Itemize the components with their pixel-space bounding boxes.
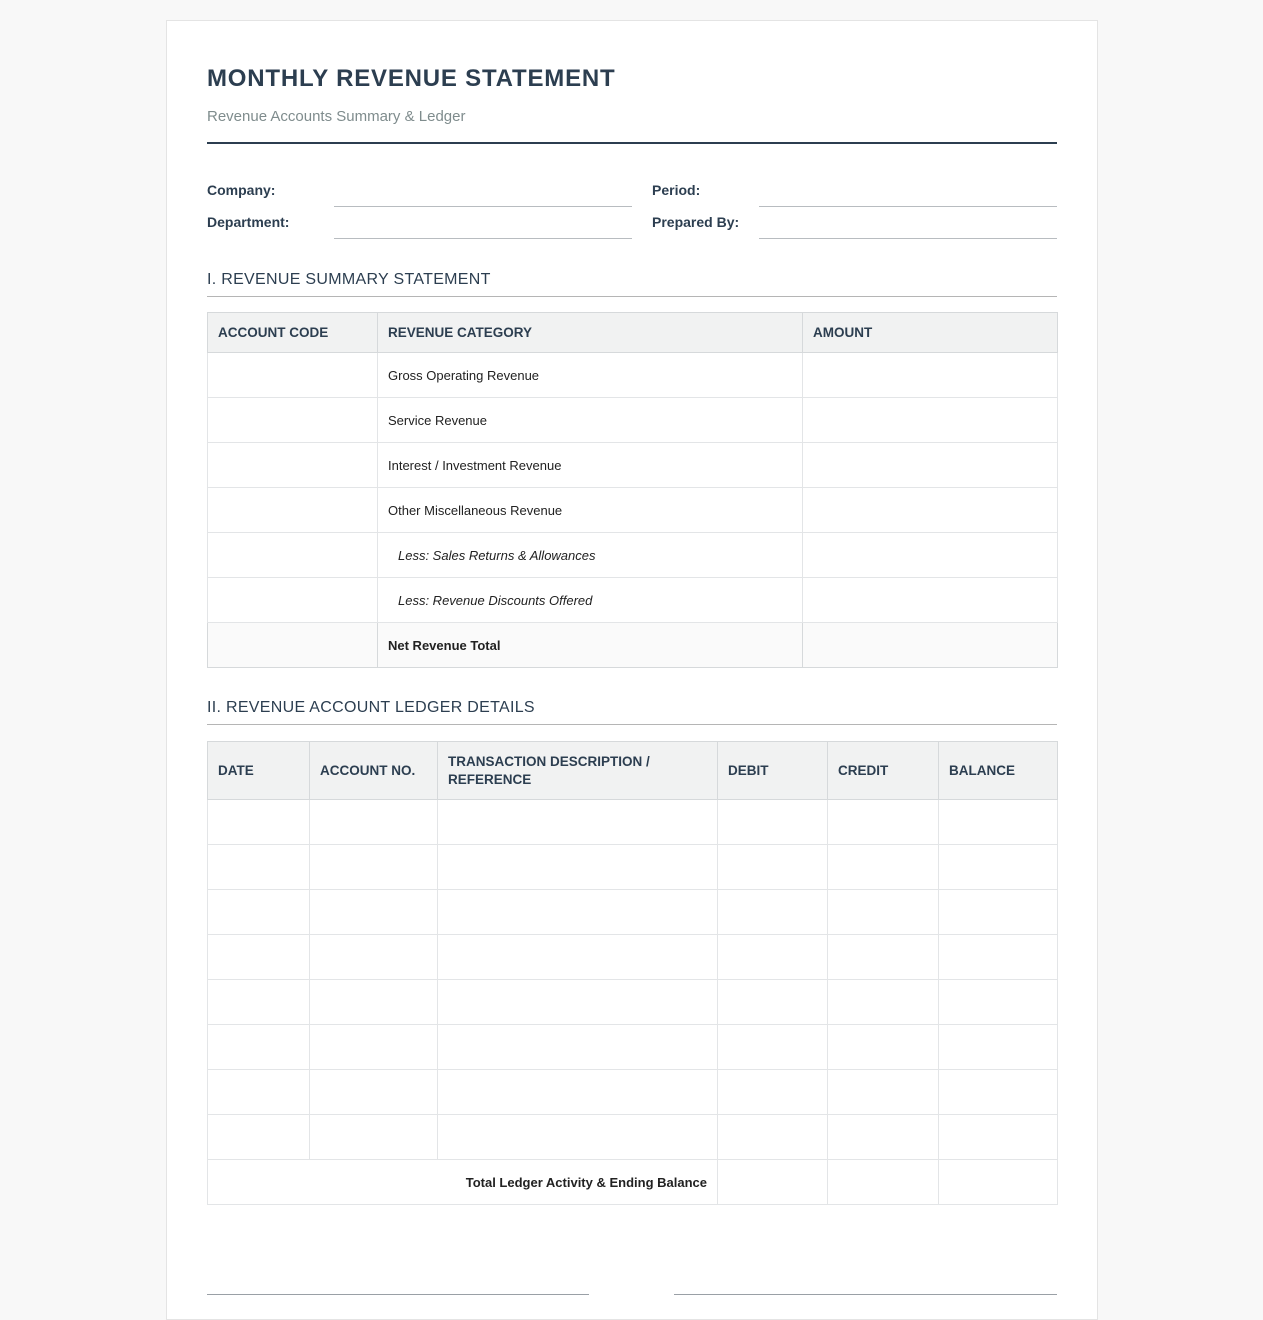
summary-section-heading: I. REVENUE SUMMARY STATEMENT	[207, 271, 1057, 297]
account-no-cell[interactable]	[310, 845, 438, 890]
credit-cell[interactable]	[828, 935, 939, 980]
amount-cell[interactable]	[803, 488, 1058, 533]
account-code-cell[interactable]	[208, 398, 378, 443]
statement-page	[166, 20, 1098, 1320]
balance-cell[interactable]	[939, 935, 1058, 980]
revenue-category-cell: Gross Operating Revenue	[378, 353, 803, 398]
account-no-cell[interactable]	[310, 980, 438, 1025]
table-row	[208, 398, 1058, 443]
debit-cell[interactable]	[718, 980, 828, 1025]
table-row	[208, 1070, 1058, 1115]
revenue-summary-table	[207, 312, 1058, 668]
revenue-ledger-table	[207, 741, 1058, 1205]
account-no-cell[interactable]	[310, 1025, 438, 1070]
credit-cell[interactable]	[828, 1070, 939, 1115]
table-row	[208, 353, 1058, 398]
account-code-cell[interactable]	[208, 533, 378, 578]
credit-cell[interactable]	[828, 800, 939, 845]
table-row	[208, 443, 1058, 488]
prepared-by-field[interactable]	[759, 238, 1057, 239]
debit-cell[interactable]	[718, 800, 828, 845]
account-code-cell[interactable]	[208, 353, 378, 398]
date-cell[interactable]	[208, 800, 310, 845]
net-revenue-total-amount[interactable]	[803, 623, 1058, 668]
account-code-cell[interactable]	[208, 443, 378, 488]
table-row	[208, 1115, 1058, 1160]
revenue-category-cell: Less: Sales Returns & Allowances	[378, 533, 803, 578]
balance-cell[interactable]	[939, 890, 1058, 935]
company-label: Company:	[207, 182, 276, 198]
amount-cell[interactable]	[803, 398, 1058, 443]
description-cell[interactable]	[438, 980, 718, 1025]
table-row	[208, 533, 1058, 578]
date-cell[interactable]	[208, 845, 310, 890]
table-row	[208, 980, 1058, 1025]
document-subtitle: Revenue Accounts Summary & Ledger	[207, 108, 466, 125]
department-field[interactable]	[334, 238, 632, 239]
company-field[interactable]	[334, 206, 632, 207]
net-revenue-total-label: Net Revenue Total	[378, 623, 803, 668]
credit-cell[interactable]	[828, 1025, 939, 1070]
net-revenue-total-row	[208, 623, 1058, 668]
document-title: MONTHLY REVENUE STATEMENT	[207, 65, 616, 92]
ledger-total-row	[208, 1160, 1058, 1205]
table-row	[208, 935, 1058, 980]
ledger-section-heading: II. REVENUE ACCOUNT LEDGER DETAILS	[207, 699, 1057, 725]
table-row	[208, 488, 1058, 533]
total-account-code-cell	[208, 623, 378, 668]
total-balance-cell[interactable]	[939, 1160, 1058, 1205]
column-header-date: DATE	[208, 742, 310, 800]
period-label: Period:	[652, 182, 701, 198]
column-header-revenue-category: REVENUE CATEGORY	[378, 313, 803, 353]
revenue-category-cell: Service Revenue	[378, 398, 803, 443]
balance-cell[interactable]	[939, 980, 1058, 1025]
amount-cell[interactable]	[803, 443, 1058, 488]
debit-cell[interactable]	[718, 1070, 828, 1115]
table-row	[208, 890, 1058, 935]
column-header-balance: BALANCE	[939, 742, 1058, 800]
description-cell[interactable]	[438, 1025, 718, 1070]
date-cell[interactable]	[208, 935, 310, 980]
balance-cell[interactable]	[939, 1115, 1058, 1160]
table-header-row	[208, 742, 1058, 800]
description-cell[interactable]	[438, 845, 718, 890]
description-cell[interactable]	[438, 890, 718, 935]
date-cell[interactable]	[208, 1115, 310, 1160]
description-cell[interactable]	[438, 800, 718, 845]
department-label: Department:	[207, 214, 290, 230]
account-no-cell[interactable]	[310, 935, 438, 980]
revenue-category-cell: Less: Revenue Discounts Offered	[378, 578, 803, 623]
credit-cell[interactable]	[828, 980, 939, 1025]
debit-cell[interactable]	[718, 1115, 828, 1160]
debit-cell[interactable]	[718, 890, 828, 935]
date-cell[interactable]	[208, 1070, 310, 1115]
table-header-row	[208, 313, 1058, 353]
column-header-debit: DEBIT	[718, 742, 828, 800]
credit-cell[interactable]	[828, 845, 939, 890]
table-row	[208, 845, 1058, 890]
ledger-total-label: Total Ledger Activity & Ending Balance	[208, 1160, 718, 1205]
account-no-cell[interactable]	[310, 890, 438, 935]
total-credit-cell[interactable]	[828, 1160, 939, 1205]
date-cell[interactable]	[208, 890, 310, 935]
balance-cell[interactable]	[939, 800, 1058, 845]
signature-line-right[interactable]	[674, 1294, 1057, 1295]
date-cell[interactable]	[208, 980, 310, 1025]
period-field[interactable]	[759, 206, 1057, 207]
credit-cell[interactable]	[828, 1115, 939, 1160]
balance-cell[interactable]	[939, 845, 1058, 890]
amount-cell[interactable]	[803, 578, 1058, 623]
debit-cell[interactable]	[718, 935, 828, 980]
column-header-amount: AMOUNT	[803, 313, 1058, 353]
table-row	[208, 800, 1058, 845]
balance-cell[interactable]	[939, 1025, 1058, 1070]
column-header-credit: CREDIT	[828, 742, 939, 800]
account-code-cell[interactable]	[208, 488, 378, 533]
revenue-category-cell: Other Miscellaneous Revenue	[378, 488, 803, 533]
account-no-cell[interactable]	[310, 1070, 438, 1115]
column-header-description: TRANSACTION DESCRIPTION / REFERENCE	[438, 742, 718, 800]
description-cell[interactable]	[438, 935, 718, 980]
signature-line-left[interactable]	[207, 1294, 589, 1295]
revenue-category-cell: Interest / Investment Revenue	[378, 443, 803, 488]
balance-cell[interactable]	[939, 1070, 1058, 1115]
debit-cell[interactable]	[718, 845, 828, 890]
column-header-account-no: ACCOUNT NO.	[310, 742, 438, 800]
table-row	[208, 1025, 1058, 1070]
debit-cell[interactable]	[718, 1025, 828, 1070]
table-row	[208, 578, 1058, 623]
total-debit-cell[interactable]	[718, 1160, 828, 1205]
column-header-account-code: ACCOUNT CODE	[208, 313, 378, 353]
amount-cell[interactable]	[803, 533, 1058, 578]
title-divider	[207, 142, 1057, 144]
prepared-by-label: Prepared By:	[652, 214, 740, 230]
description-cell[interactable]	[438, 1115, 718, 1160]
account-code-cell[interactable]	[208, 578, 378, 623]
account-no-cell[interactable]	[310, 800, 438, 845]
amount-cell[interactable]	[803, 353, 1058, 398]
date-cell[interactable]	[208, 1025, 310, 1070]
account-no-cell[interactable]	[310, 1115, 438, 1160]
credit-cell[interactable]	[828, 890, 939, 935]
description-cell[interactable]	[438, 1070, 718, 1115]
